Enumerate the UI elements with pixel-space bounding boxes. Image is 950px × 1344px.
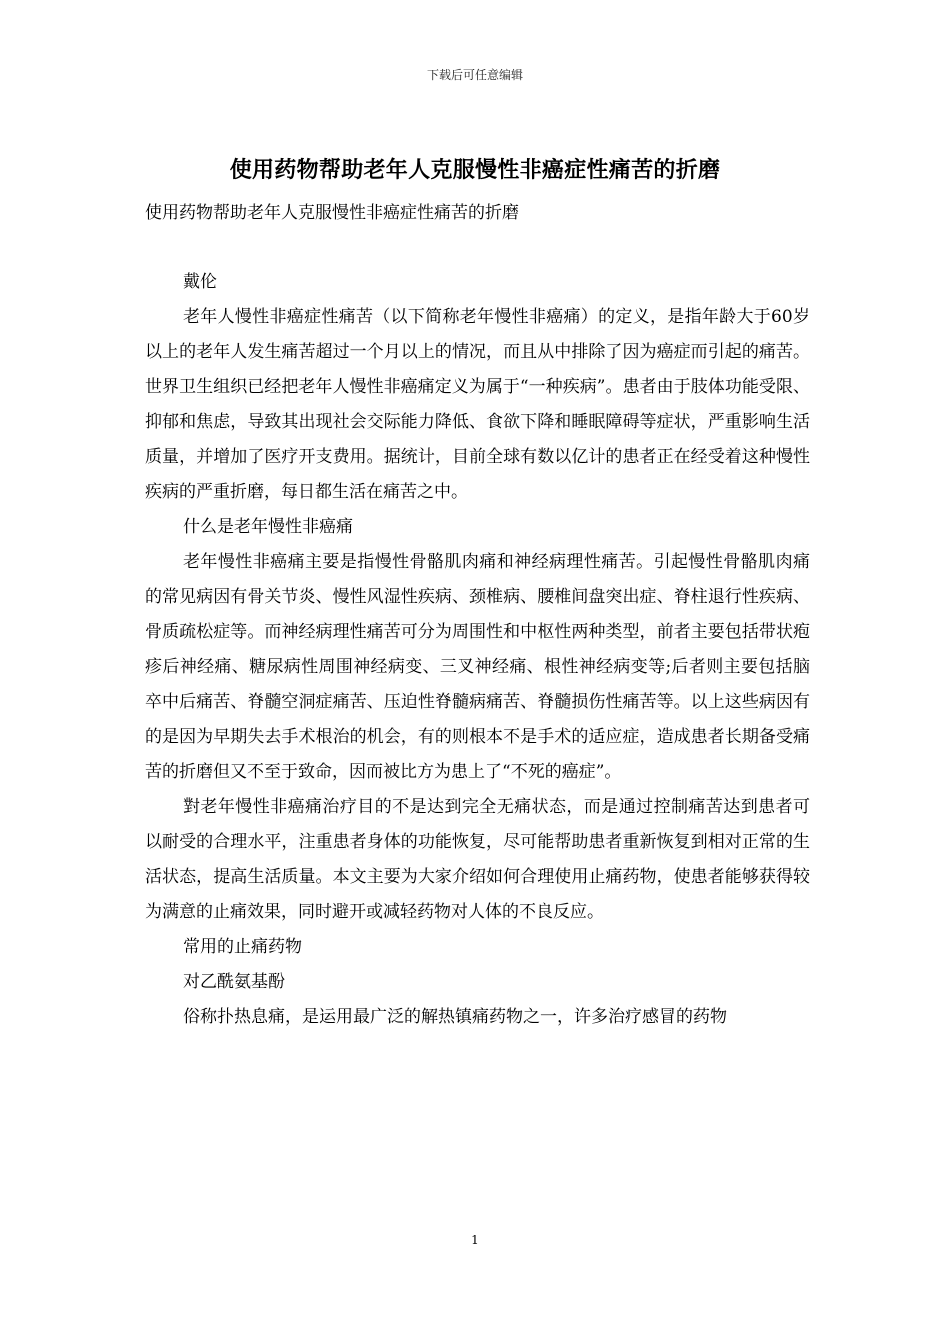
document-title: 使用药物帮助老年人克服慢性非癌症性痛苦的折磨: [229, 158, 721, 183]
paragraph-causes: 老年慢性非癌痛主要是指慢性骨骼肌肉痛和神经病理性痛苦。引起慢性骨骼肌肉痛的常见病因有骨关节炎、慢性风湿性疾病、颈椎病、腰椎间盘突出症、脊柱退行性疾病、骨质疏松症等。而神经病理性痛苦可分为周围性和中枢性两种类型，前者主要包括带状疱疹后神经痛、糖尿病性周围神经病变、三叉神经痛、根性神经病变等;后者则主要包括脑卒中后痛苦、脊髓空洞症痛苦、压迫性脊髓病痛苦、脊髓损伤性痛苦等。以上这些病因有的是因为早期失去手术根治的机会，有的则根本不是手术的适应症，造成患者长期备受痛苦的折磨但又不至于致命，因而被比方为患上了“不死的癌症”。: [145, 552, 810, 782]
page-number: 1: [471, 1233, 479, 1247]
author-name: 戴伦: [183, 272, 217, 292]
paragraph-definition: 老年人慢性非癌症性痛苦（以下简称老年慢性非癌痛）的定义，是指年龄大于60岁以上的老年人发生痛苦超过一个月以上的情况，而且从中排除了因为癌症而引起的痛苦。世界卫生组织已经把老年人慢性非癌痛定义为属于“一种疾病”。患者由于肢体功能受限、抑郁和焦虑，导致其出现社会交际能力降低、食欲下降和睡眠障碍等症状，严重影响生活质量，并增加了医疗开支费用。据统计，目前全球有数以亿计的患者正在经受着这种慢性疾病的严重折磨，每日都生活在痛苦之中。: [145, 307, 810, 502]
document-subtitle: 使用药物帮助老年人克服慢性非癌症性痛苦的折磨: [145, 203, 519, 223]
document-body: [145, 196, 810, 1035]
subheading-acetaminophen: 对乙酰氨基酚: [183, 972, 285, 992]
paragraph-treatment-goal: 對老年慢性非癌痛治疗目的不是达到完全无痛状态，而是通过控制痛苦达到患者可以耐受的合理水平，注重患者身体的功能恢复，尽可能帮助患者重新恢复到相对正常的生活状态，提高生活质量。本文主要为大家介绍如何合理使用止痛药物，使患者能够获得较为满意的止痛效果，同时避开或减轻药物对人体的不良反应。: [145, 797, 810, 922]
paragraph-acetaminophen: 俗称扑热息痛，是运用最广泛的解热镇痛药物之一，许多治疗感冒的药物: [183, 1007, 727, 1027]
section-heading-common-drugs: 常用的止痛药物: [183, 937, 302, 957]
header-note: 下载后可任意编辑: [426, 68, 523, 82]
section-heading-what-is: 什么是老年慢性非癌痛: [183, 517, 353, 537]
